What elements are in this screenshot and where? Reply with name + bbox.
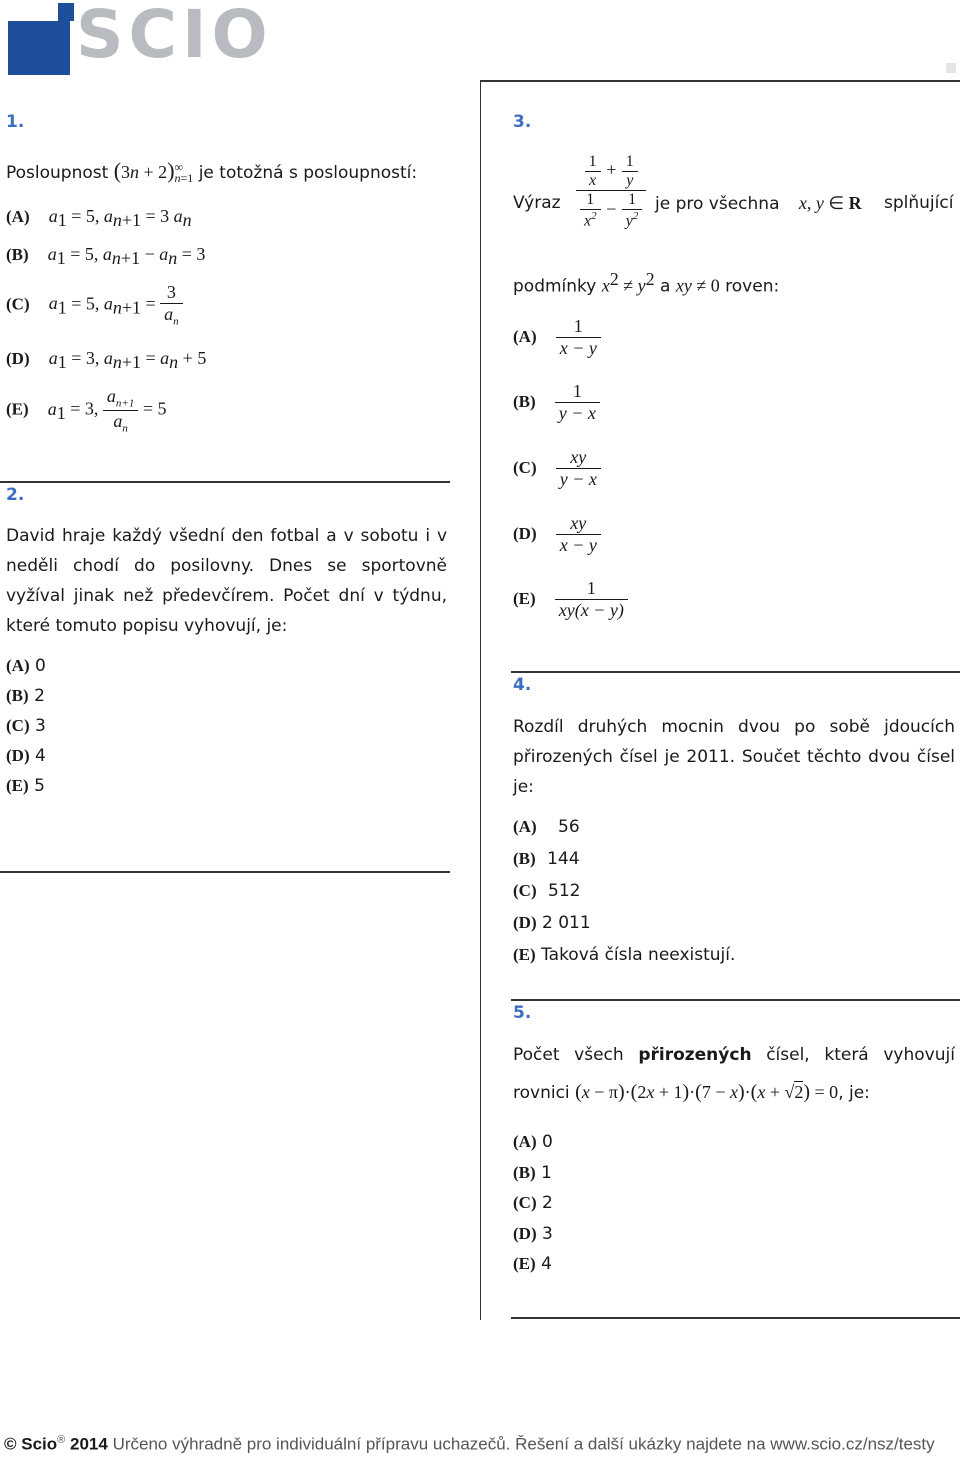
q1-number: 1. [6,112,25,132]
q3-main-fraction: $\frac{1}{x}$ + $\frac{1}{y}$ $\frac{1}{x^2}$ − $\frac{1}{y^2}$ [576,153,646,230]
q2-number: 2. [6,485,25,505]
q2-line-1: David hraje každý všední den fotbal a v sobotu i v [6,526,447,546]
q4-options [513,811,735,971]
q2-options [6,651,46,801]
q4-line-2: přirozených čísel je 2011. Součet těchto dvou čísel [513,747,955,767]
q4-number: 4. [513,675,532,695]
q4-line-3: je: [513,777,534,797]
q5-equation-line: rovnici (x − π)·(2x + 1)·(7 − x)·(x + √2) = 0, je: [513,1081,870,1103]
q3-word-vyraz: Výraz [513,193,561,213]
q3-option-e: (E) $\frac{1}{xy(x - y)}$ [513,578,628,621]
corner-square-icon [946,63,956,73]
q4-line-1: Rozdíl druhých mocnin dvou po sobě jdoucích [513,717,955,737]
q5-bottom-rule [511,1317,960,1319]
column-divider [480,80,481,1320]
q4-option-b: (B) 144 [513,849,580,869]
q1-q2-rule [0,481,450,483]
footer-notice: Určeno výhradně pro individuální přípravu uchazečů. Řešení a další ukázky najdete na www.scio.cz/nsz/testy [112,1434,935,1454]
q3-option-d: (D) $\frac{xy}{x - y}$ [513,513,601,556]
q2-stem [6,521,447,641]
q3-option-b: (B) $\frac{1}{y - x}$ [513,381,600,424]
q3-option-a: (A) $\frac{1}{x - y}$ [513,316,601,359]
q4-option-c: (C) 512 [513,881,581,901]
q1-stem-post: je totožná s posloupností: [198,163,418,183]
q2-option-d: (D) 4 [6,746,46,766]
q2-option-e: (E) 5 [6,776,45,796]
q3-condition-1: je pro všechna x, y ∈ R [655,193,862,214]
q5-line-1: Počet všech přirozených čísel, která vyhovují [513,1045,955,1065]
q1-option-c: (C) $a_1 = 5$, $a_{n+1}$ = $\frac{3}{a_n}$ [6,282,183,328]
q5-option-d: (D) 3 [513,1223,553,1244]
q2-option-a: (A) 0 [6,656,46,676]
q2-line-3: vyžíval jinak než předevčírem. Počet dní v týdnu, [6,586,447,606]
q2-line-2: neděli chodí do posilovny. Dnes se sportovně [6,556,447,576]
q2-line-4: které tomuto popisu vyhovují, je: [6,616,288,636]
footer-copyright: © Scio [4,1434,58,1454]
footer-year: 2014 [70,1434,108,1454]
q5-option-a: (A) 0 [513,1132,553,1152]
q5-options [513,1127,553,1280]
q4-q5-rule [511,999,960,1001]
q3-condition-2: podmínky $x^2 \ne y^2$ a xy ≠ 0 roven: [513,269,780,297]
q5-number: 5. [513,1003,532,1023]
q3-q4-rule [511,671,960,673]
q3-word-splnujici: splňující [884,193,954,213]
q2-bottom-rule [0,871,450,873]
q4-option-e: (E) Taková čísla neexistují. [513,945,736,965]
q1-option-b: (B) $a_1 = 5$, $a_{n+1} - a_n = 3$ [6,244,206,269]
q1-option-e: (E) $a_1 = 3$, $\frac{a_{n+1}}{a_n}$ = 5 [6,386,167,435]
q5-option-b: (B) 1 [513,1162,552,1183]
q4-option-a: (A) 56 [513,817,580,837]
q2-option-b: (B) 2 [6,686,45,706]
q4-stem [513,712,955,802]
q3-number: 3. [513,112,532,132]
footer [4,1434,935,1455]
q5-option-e: (E) 4 [513,1254,552,1274]
q4-option-d: (D) 2 011 [513,913,591,933]
logo-text: SCIO [76,0,273,73]
footer-reg: ® [57,1434,66,1446]
q1-option-a: (A) $a_1 = 5$, $a_{n+1} = 3$ $a_n$ [6,206,192,231]
q1-stem-pre: Posloupnost [6,163,109,183]
q1-option-d: (D) $a_1 = 3$, $a_{n+1} = a_n + 5$ [6,348,207,373]
logo-mark-icon [8,3,74,75]
scio-logo [8,0,273,75]
q3-option-c: (C) $\frac{xy}{y - x}$ [513,447,601,490]
q5-option-c: (C) 2 [513,1193,553,1213]
q2-option-c: (C) 3 [6,716,46,736]
top-rule [481,80,960,82]
q1-stem: Posloupnost (3n + 2) ∞ n=1 je totožná s posloupností: [6,158,418,185]
